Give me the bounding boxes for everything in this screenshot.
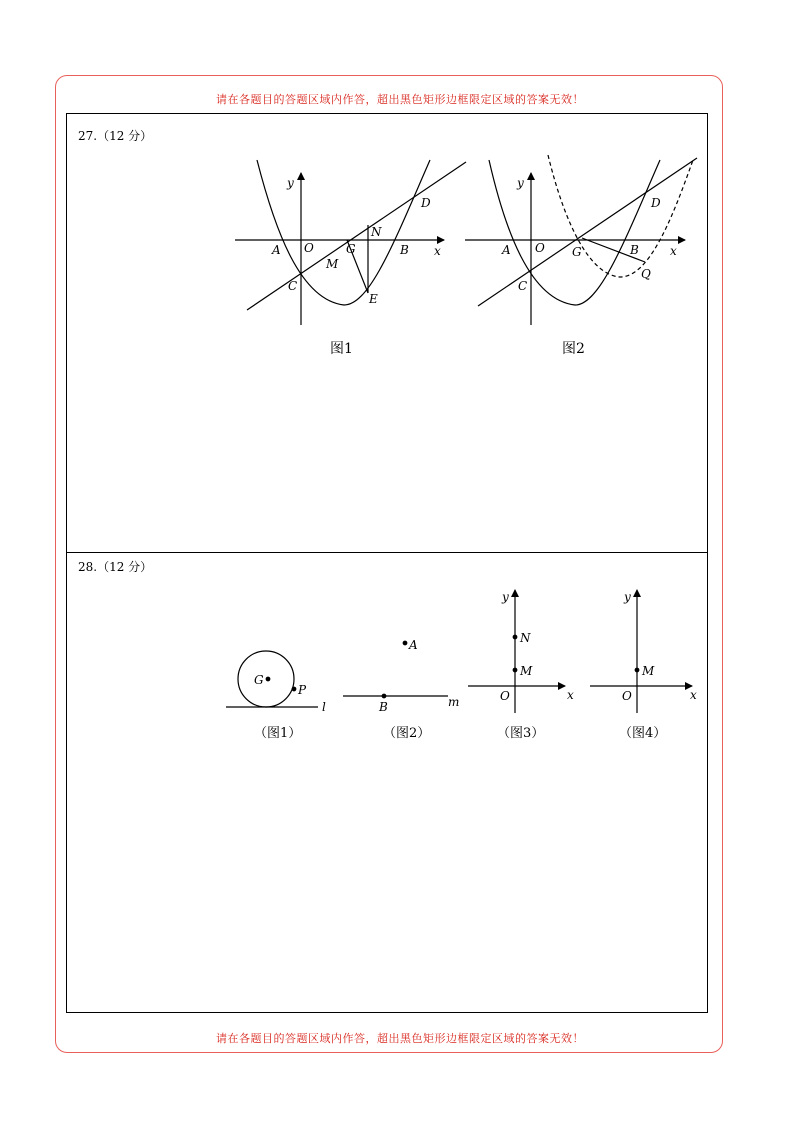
fig2-label-y: y <box>517 176 524 190</box>
q28f4-label-m: M <box>642 664 655 678</box>
fig1-label-x: x <box>434 244 441 258</box>
fig1-label-y: y <box>287 176 294 190</box>
point-a <box>403 641 407 645</box>
q28f2-label-m: m <box>448 695 460 709</box>
q28f3-caption: （图3） <box>497 726 545 741</box>
q28f1-caption: （图1） <box>254 726 302 741</box>
q28-figure-4 <box>590 590 692 713</box>
fig2-label-a: A <box>502 243 511 257</box>
q28f4-caption: （图4） <box>619 726 667 741</box>
q28-label: 28.（12 分） <box>78 560 153 574</box>
q28f3-label-x: x <box>567 688 574 702</box>
q28f3-label-y: y <box>502 590 509 604</box>
bottom-notice: 请在各题目的答题区域内作答，超出黑色矩形边框限定区域的答案无效！ <box>216 1032 584 1045</box>
q28-figure-2 <box>343 641 448 698</box>
q27-label: 27.（12 分） <box>78 129 153 143</box>
line-cd <box>478 158 697 306</box>
q27-figure-2 <box>465 155 697 325</box>
fig1-label-b: B <box>400 243 409 257</box>
fig2-label-d: D <box>651 196 661 210</box>
parabola <box>489 160 660 305</box>
q28f1-label-l: l <box>322 700 326 714</box>
fig2-label-o: O <box>535 241 545 255</box>
fig1-label-e: E <box>369 292 378 306</box>
point-b <box>382 694 386 698</box>
point-m <box>513 668 517 672</box>
fig1-label-g: G <box>346 242 356 256</box>
fig2-label-b: B <box>630 243 639 257</box>
parabola <box>257 160 430 305</box>
point-g <box>266 677 270 681</box>
fig1-label-o: O <box>304 241 314 255</box>
q28f4-label-o: O <box>622 689 632 703</box>
q28f1-label-g: G <box>254 673 264 687</box>
point-p <box>292 687 296 691</box>
fig1-label-d: D <box>421 196 431 210</box>
fig1-label-m: M <box>326 257 339 271</box>
dashed-parabola <box>548 155 693 277</box>
fig1-label-c: C <box>288 279 298 293</box>
fig2-label-q: Q <box>641 267 651 281</box>
fig1-label-a: A <box>272 243 281 257</box>
line-cd <box>247 162 466 310</box>
point-n <box>513 635 517 639</box>
fig2-label-x: x <box>670 244 677 258</box>
q28f4-label-x: x <box>690 688 697 702</box>
q28f2-caption: （图2） <box>383 726 431 741</box>
q28f3-label-m: M <box>520 664 533 678</box>
q28f1-label-p: P <box>298 683 307 697</box>
q28f2-label-b: B <box>379 700 388 714</box>
q28-figure-1 <box>226 651 318 707</box>
q28f2-label-a: A <box>409 638 418 652</box>
fig1-caption: 图1 <box>330 341 353 357</box>
fig2-caption: 图2 <box>562 341 585 357</box>
fig1-label-n: N <box>371 225 382 239</box>
q28-figure-3 <box>468 590 565 713</box>
point-m <box>635 668 639 672</box>
q28f4-label-y: y <box>624 590 631 604</box>
fig2-label-c: C <box>518 279 528 293</box>
top-notice: 请在各题目的答题区域内作答，超出黑色矩形边框限定区域的答案无效！ <box>216 93 584 106</box>
fig2-label-g: G <box>572 245 582 259</box>
q28f3-label-n: N <box>520 631 531 645</box>
q28f3-label-o: O <box>500 689 510 703</box>
